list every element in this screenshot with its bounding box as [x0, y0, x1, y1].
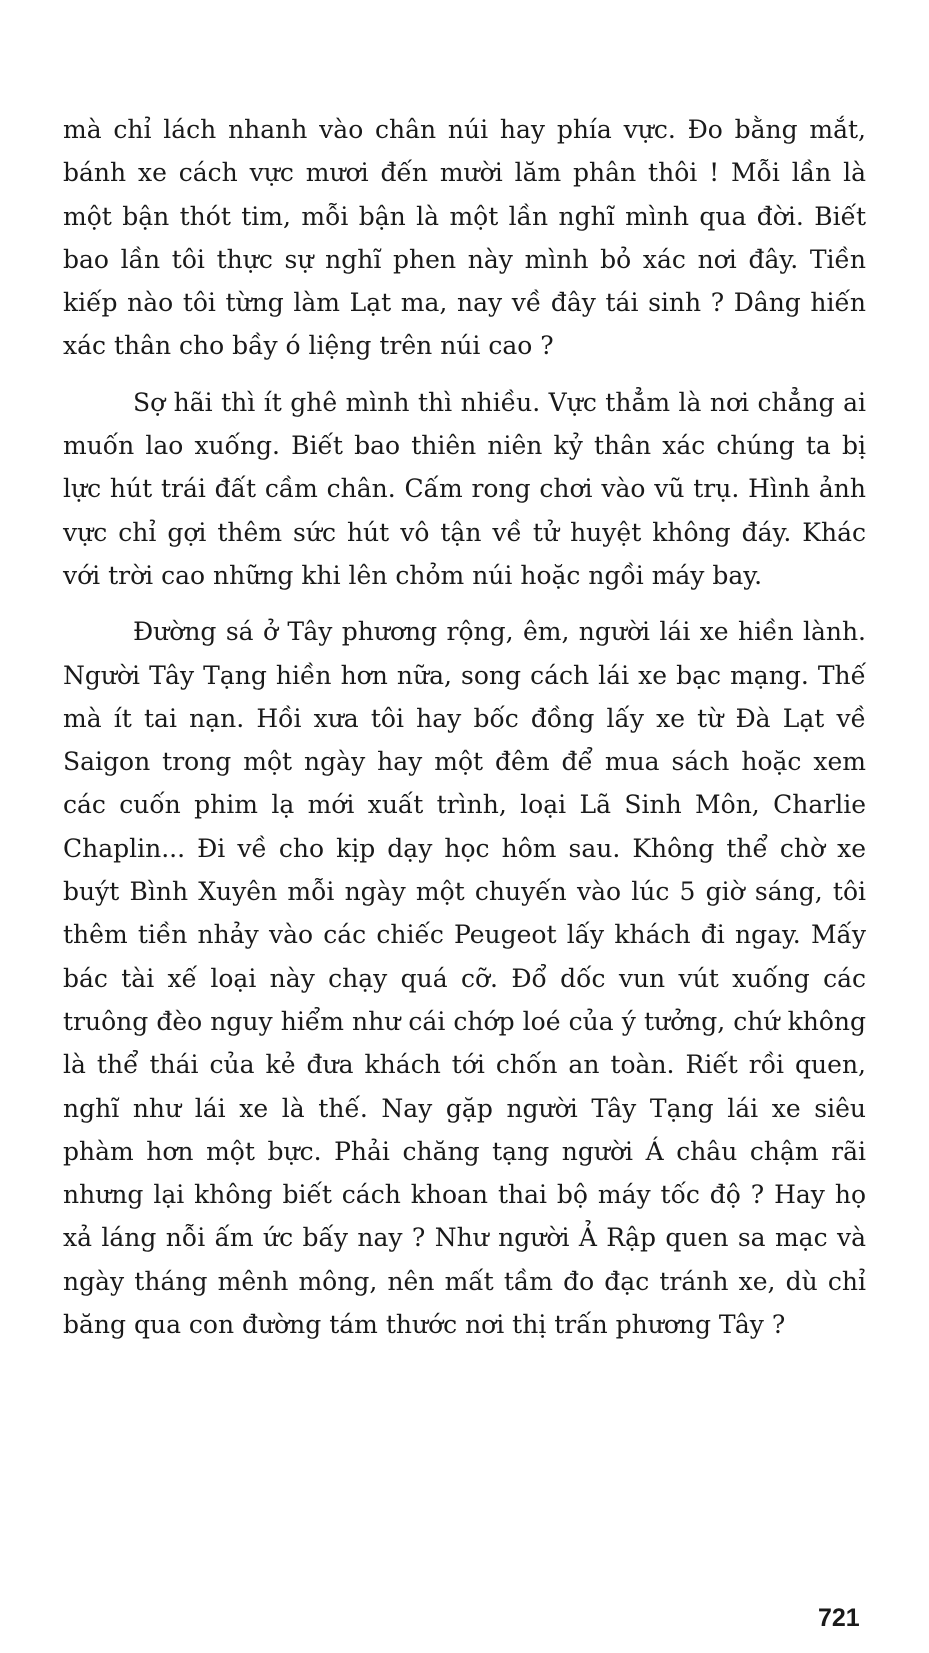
- paragraph-2: Sợ hãi thì ít ghê mình thì nhiều. Vực thẳm là nơi chẳng ai muốn lao xuống. Biết bao thiên niên kỷ thân xác chúng ta bị lực hút trái đất cầm chân. Cấm rong chơi vào vũ trụ. Hình ảnh vực chỉ gợi thêm sức hút vô tận về tử huyệt không đáy. Khác với trời cao những khi lên chỏm núi hoặc ngồi máy bay.: [63, 387, 866, 590]
- paragraph-1: mà chỉ lách nhanh vào chân núi hay phía vực. Đo bằng mắt, bánh xe cách vực mươi đến mười lăm phân thôi ! Mỗi lần là một bận thót tim, mỗi bận là một lần nghĩ mình qua đời. Biết bao lần tôi thực sự nghĩ phen này mình bỏ xác nơi đây. Tiền kiếp nào tôi từng làm Lạt ma, nay về đây tái sinh ? Dâng hiến xác thân cho bầy ó liệng trên núi cao ?: [63, 115, 866, 361]
- paragraph-3: Đường sá ở Tây phương rộng, êm, người lái xe hiền lành. Người Tây Tạng hiền hơn nữa, song cách lái xe bạc mạng. Thế mà ít tai nạn. Hồi xưa tôi hay bốc đồng lấy xe từ Đà Lạt về Saigon trong một ngày hay một đêm để mua sách hoặc xem các cuốn phim lạ mới xuất trình, loại Lã Sinh Môn, Charlie Chaplin... Đi về cho kịp dạy học hôm sau. Không thể chờ xe buýt Bình Xuyên mỗi ngày một chuyến vào lúc 5 giờ sáng, tôi thêm tiền nhảy vào các chiếc Peugeot lấy khách đi ngay. Mấy bác tài xế loại này chạy quá cỡ. Đổ dốc vun vút xuống các truông đèo nguy hiểm như cái chớp loé của ý tưởng, chứ không là thể thái của kẻ đưa khách tới chốn an toàn. Riết rồi quen, nghĩ như lái xe là thế. Nay gặp người Tây Tạng lái xe siêu phàm hơn một bực. Phải chăng tạng người Á châu chậm rãi nhưng lại không biết cách khoan thai bộ máy tốc độ ? Hay họ xả láng nỗi ấm ức bấy nay ? Như người Ả Rập quen sa mạc và ngày tháng mênh mông, nên mất tầm đo đạc tránh xe, dù chỉ băng qua con đường tám thước nơi thị trấn phương Tây ?: [63, 617, 866, 1340]
- page-number: 721: [818, 1604, 860, 1632]
- body-text: [63, 108, 866, 1346]
